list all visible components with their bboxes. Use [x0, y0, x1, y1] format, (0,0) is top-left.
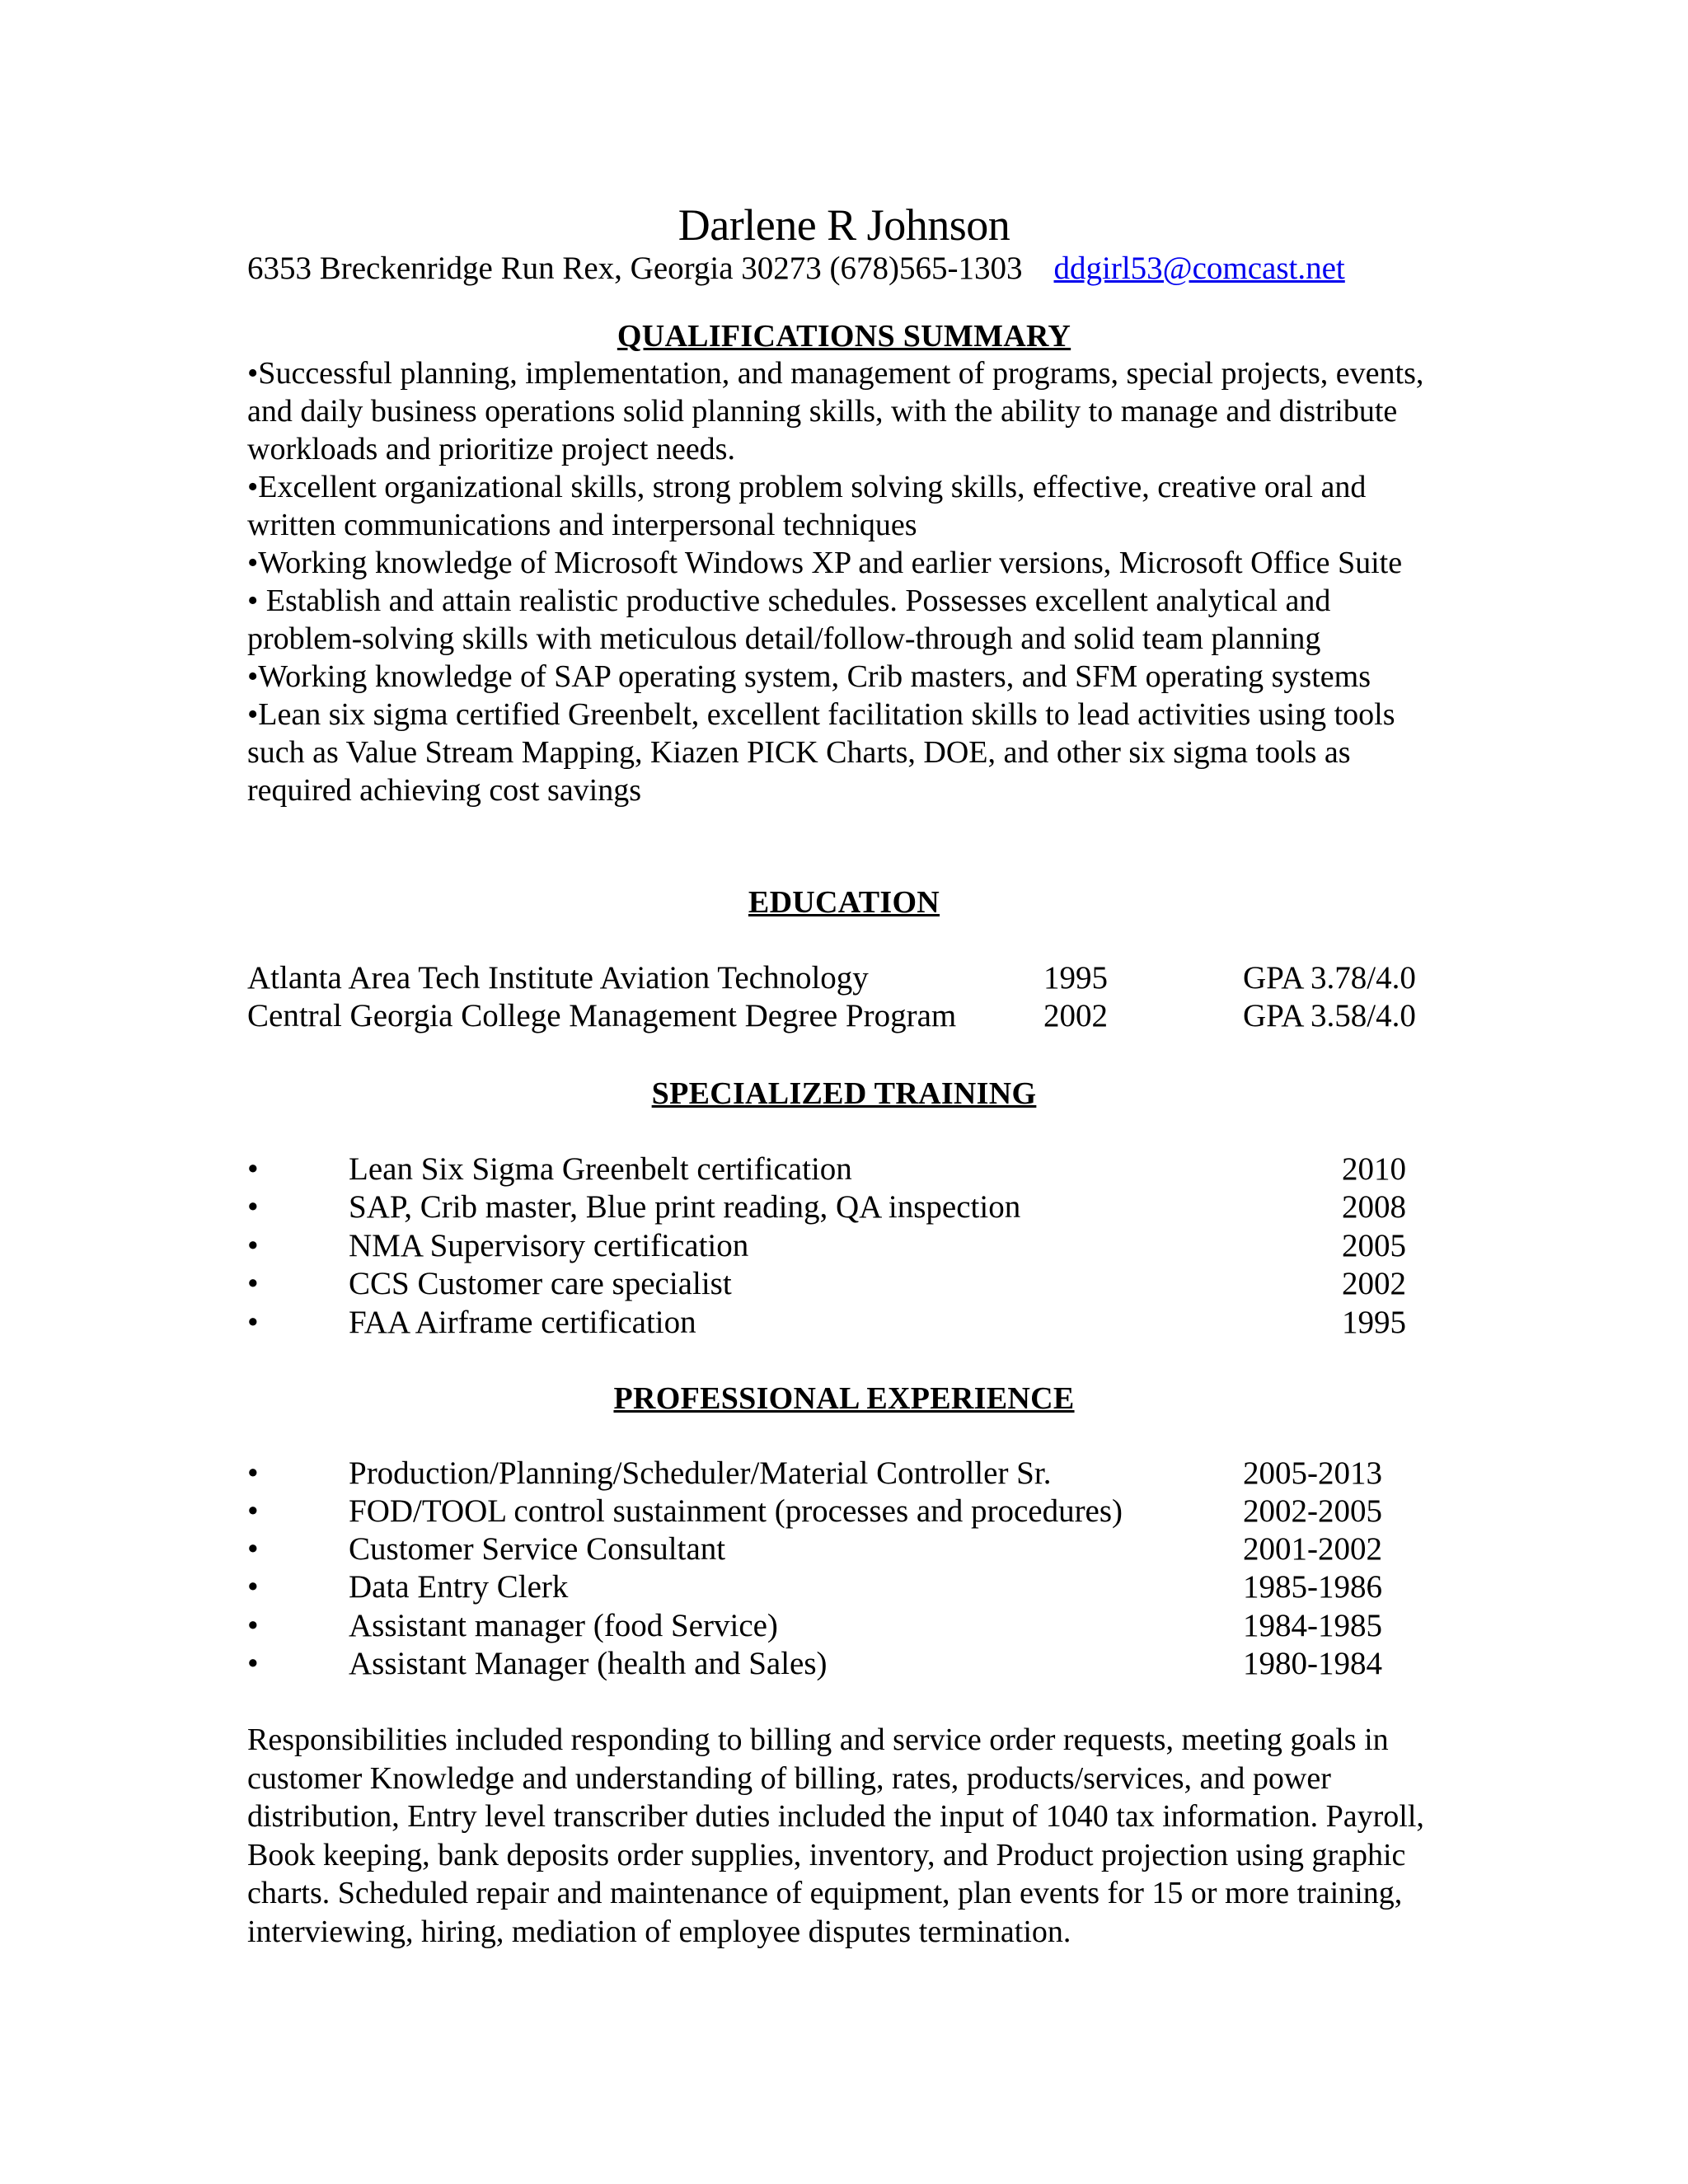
qualifications-list	[247, 354, 1442, 809]
experience-years: 2002-2005	[1243, 1493, 1382, 1529]
training-heading: SPECIALIZED TRAINING	[651, 1076, 1037, 1111]
qualification-item: •Working knowledge of SAP operating system, Crib masters, and SFM operating systems	[247, 659, 1371, 694]
bullet: •	[247, 1455, 259, 1491]
bullet: •	[247, 1531, 259, 1567]
bullet: •	[247, 1305, 259, 1340]
qualification-item: •Lean six sigma certified Greenbelt, excellent facilitation skills to lead activities using tools such as Value Stream Mapping, Kiazen PICK Charts, DOE, and other six sigma tools as required achieving cost savings	[247, 697, 1395, 808]
bullet: •	[247, 1266, 259, 1301]
responsibilities-paragraph: Responsibilities included responding to billing and service order requests, meeting goals in customer Knowledge and understanding of billing, rates, products/services, and power distribution, Entry level transcriber duties included the input of 1040 tax information. Payroll, Book keeping, bank deposits order supplies, inventory, and Product projection using graphic charts. Scheduled repair and maintenance of equipment, plan events for 15 or more training, interviewing, hiring, mediation of employee disputes termination.	[247, 1722, 1424, 1949]
experience-label: FOD/TOOL control sustainment (processes and procedures)	[349, 1493, 1123, 1529]
education-year: 2002	[1043, 998, 1108, 1033]
education-school: Atlanta Area Tech Institute Aviation Technology	[247, 960, 869, 996]
bullet: •	[247, 1189, 259, 1225]
experience-label: Data Entry Clerk	[349, 1569, 569, 1605]
bullet: •	[247, 1569, 259, 1605]
training-label: CCS Customer care specialist	[349, 1266, 732, 1301]
experience-years: 1985-1986	[1243, 1569, 1382, 1605]
bullet: •	[247, 1151, 259, 1187]
training-year: 2002	[1342, 1266, 1406, 1301]
training-year: 2005	[1342, 1228, 1406, 1263]
experience-years: 1980-1984	[1243, 1646, 1382, 1681]
bullet: •	[247, 1493, 259, 1529]
qualifications-heading: QUALIFICATIONS SUMMARY	[617, 319, 1071, 354]
qualification-item: •Successful planning, implementation, and management of programs, special projects, events, and daily business operations solid planning skills, with the ability to manage and distribute workloads and prioritize project needs.	[247, 356, 1424, 466]
bullet: •	[247, 1608, 259, 1643]
qualification-item: • Establish and attain realistic productive schedules. Possesses excellent analytical and problem-solving skills with meticulous detail/follow-through and solid team planning	[247, 583, 1331, 656]
experience-years: 2005-2013	[1243, 1455, 1382, 1491]
experience-label: Production/Planning/Scheduler/Material Controller Sr.	[349, 1455, 1052, 1491]
training-year: 2010	[1342, 1151, 1406, 1187]
bullet: •	[247, 1228, 259, 1263]
training-label: SAP, Crib master, Blue print reading, QA inspection	[349, 1189, 1021, 1225]
experience-years: 1984-1985	[1243, 1608, 1382, 1643]
address-phone: 6353 Breckenridge Run Rex, Georgia 30273 (678)565-1303	[247, 251, 1023, 286]
education-year: 1995	[1043, 960, 1108, 996]
experience-years: 2001-2002	[1243, 1531, 1382, 1567]
contact-line	[247, 244, 1484, 293]
qualification-item: •Working knowledge of Microsoft Windows XP and earlier versions, Microsoft Office Suite	[247, 546, 1403, 580]
applicant-name: Darlene R Johnson	[678, 200, 1010, 250]
training-year: 2008	[1342, 1189, 1406, 1225]
experience-label: Assistant manager (food Service)	[349, 1608, 778, 1643]
training-label: FAA Airframe certification	[349, 1305, 696, 1340]
experience-label: Customer Service Consultant	[349, 1531, 726, 1567]
qualification-item: •Excellent organizational skills, strong problem solving skills, effective, creative oral and written communications and interpersonal techniques	[247, 470, 1367, 542]
training-year: 1995	[1342, 1305, 1406, 1340]
education-school: Central Georgia College Management Degree Program	[247, 998, 957, 1033]
experience-heading: PROFESSIONAL EXPERIENCE	[613, 1381, 1075, 1416]
education-gpa: GPA 3.58/4.0	[1243, 998, 1416, 1033]
training-label: NMA Supervisory certification	[349, 1228, 749, 1263]
education-gpa: GPA 3.78/4.0	[1243, 960, 1416, 996]
education-heading: EDUCATION	[748, 885, 940, 920]
bullet: •	[247, 1646, 259, 1681]
experience-label: Assistant Manager (health and Sales)	[349, 1646, 828, 1681]
email-link[interactable]: ddgirl53@comcast.net	[1053, 251, 1345, 286]
training-label: Lean Six Sigma Greenbelt certification	[349, 1151, 852, 1187]
